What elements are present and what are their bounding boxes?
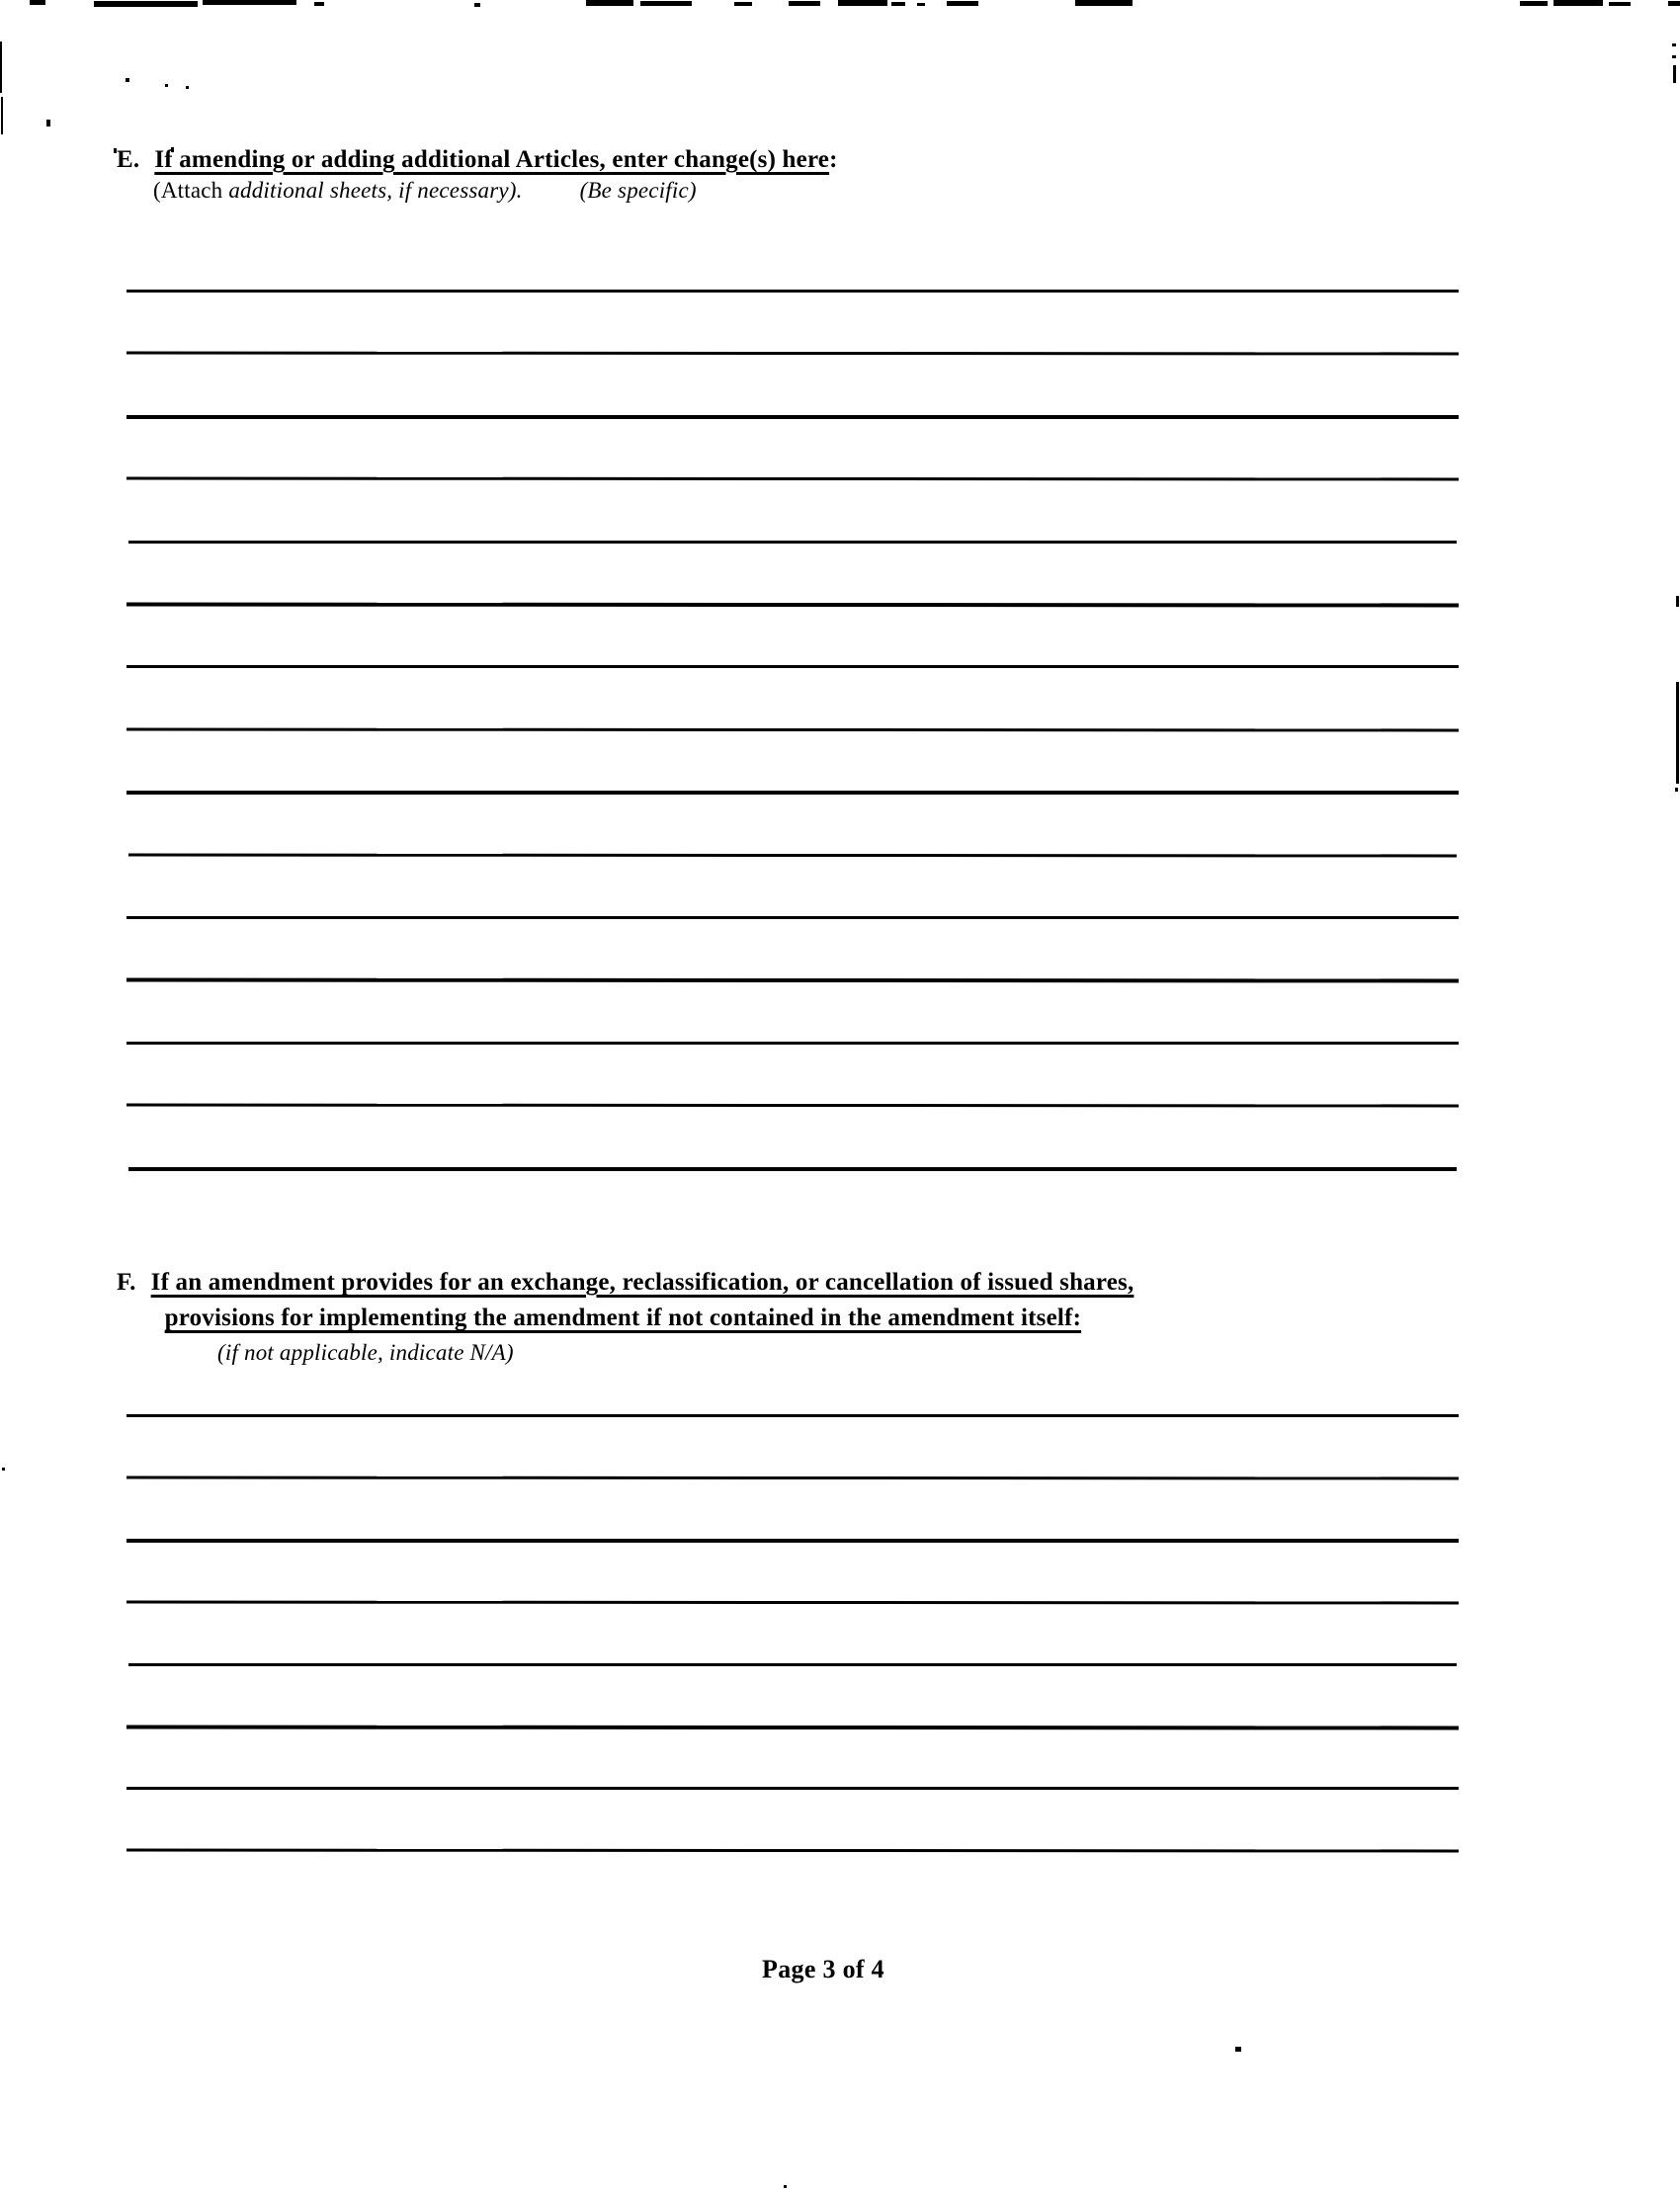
blank-line [126,1787,1459,1790]
page-number: Page 3 of 4 [762,1955,884,1983]
section-e-heading [117,142,838,178]
blank-line [126,1601,1459,1605]
blank-line [126,352,1459,356]
blank-line [126,728,1459,732]
blank-line [126,1539,1459,1543]
section-f-heading [117,1265,1134,1337]
section-e-note-secondary: (Be specific) [579,178,697,203]
blank-line [128,1167,1457,1171]
section-e-label: E. [117,146,140,173]
section-f-note [217,1340,514,1366]
blank-line [128,541,1457,544]
blank-line [126,1849,1459,1853]
blank-line [126,1726,1459,1730]
section-f-heading-line2: provisions for implementing the amendment if not contained in the amendment itself: [164,1305,1082,1332]
section-e-note-prefix: (Attach [153,178,229,203]
blank-line [126,415,1459,419]
section-f-heading-line1: If an amendment provides for an exchange, reclassification, or cancellation of issued shares, [150,1269,1134,1296]
blank-line [126,916,1459,919]
blank-line [128,1663,1457,1666]
blank-line [126,1476,1459,1480]
blank-line [126,665,1459,668]
section-f-blank-lines [126,1414,1459,1857]
blank-line [126,1414,1459,1417]
section-f-label: F. [117,1269,136,1296]
blank-line [128,854,1457,858]
section-e-blank-lines [126,290,1459,1174]
section-e-note-italic: additional sheets, if necessary). [228,178,523,203]
section-e-heading-colon: : [829,146,838,173]
section-e-heading-text: If amending or adding additional Articles, enter change(s) here [154,146,830,173]
blank-line [126,978,1459,983]
blank-line [126,791,1459,795]
blank-line [126,290,1459,293]
blank-line [126,477,1459,481]
blank-line [126,1104,1459,1108]
section-e-note [153,178,697,204]
section-f-note-text: (if not applicable, indicate N/A) [217,1340,514,1365]
blank-line [126,603,1459,608]
blank-line [126,1042,1459,1045]
